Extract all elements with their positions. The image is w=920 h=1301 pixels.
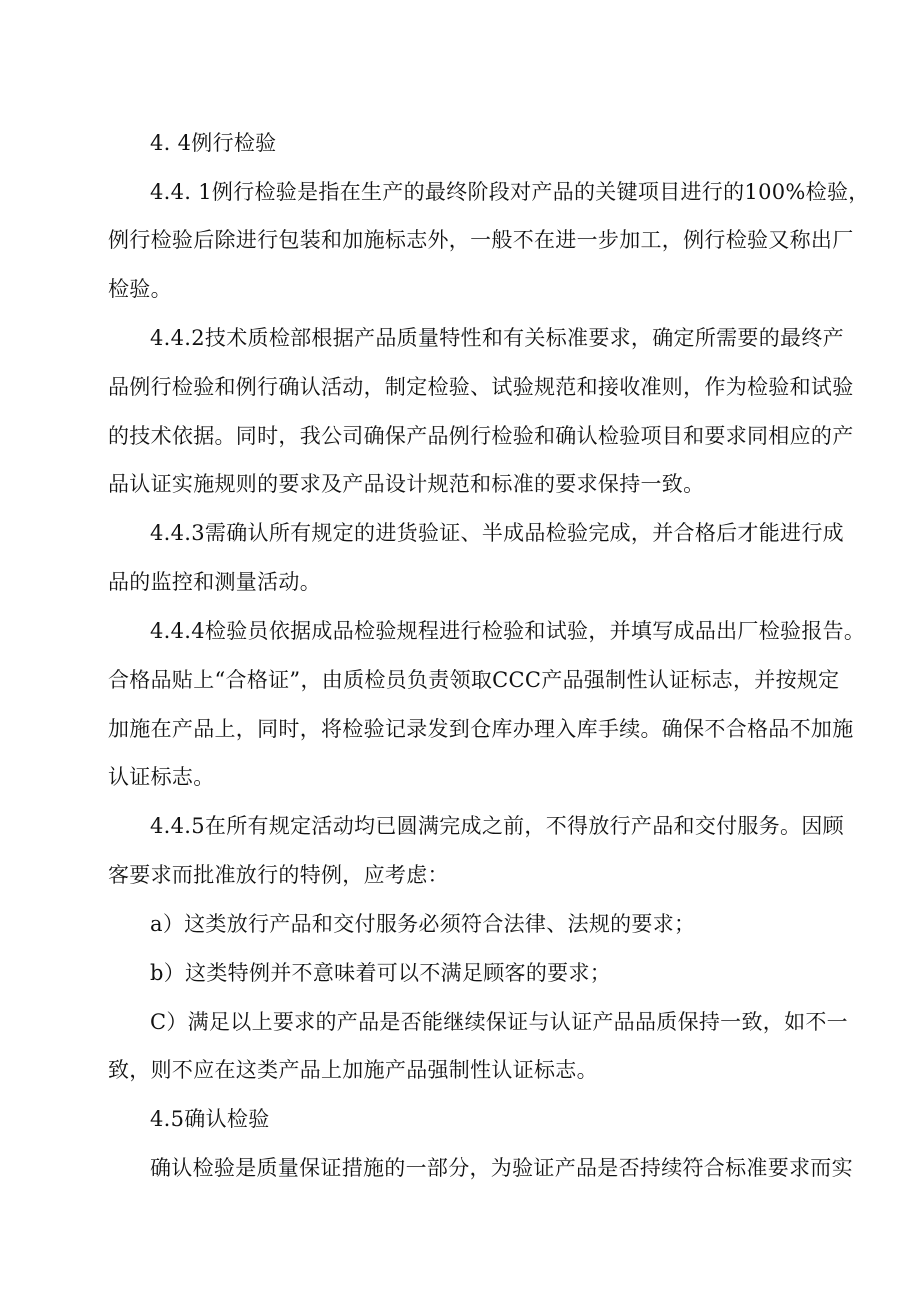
paragraph-line: 合格品贴上“合格证”，由质检员负责领取CCC产品强制性认证标志，并按规定 [108, 668, 840, 692]
section-heading-4-4: 4. 4例行检验 [150, 131, 277, 155]
paragraph-line: 品的监控和测量活动。 [108, 570, 321, 594]
paragraph-line: 确认检验是质量保证措施的一部分，为验证产品是否持续符合标准要求而实 [150, 1156, 853, 1180]
paragraph-line: 加施在产品上，同时，将检验记录发到仓库办理入库手续。确保不合格品不加施 [108, 717, 854, 741]
paragraph-line: 检验。 [108, 277, 172, 301]
list-item-b: b）这类特例并不意味着可以不满足顾客的要求； [150, 961, 612, 985]
paragraph-line: 致，则不应在这类产品上加施产品强制性认证标志。 [108, 1058, 598, 1082]
paragraph-line: 4.4.5在所有规定活动均已圆满完成之前，不得放行产品和交付服务。因顾 [150, 814, 844, 838]
paragraph-line: 认证标志。 [108, 765, 215, 789]
section-heading-4-5: 4.5确认检验 [150, 1107, 270, 1131]
list-item-c: C）满足以上要求的产品是否能继续保证与认证产品品质保持一致，如不一 [150, 1010, 848, 1034]
list-item-a: a）这类放行产品和交付服务必须符合法律、法规的要求； [150, 912, 696, 936]
paragraph-line: 品例行检验和例行确认活动，制定检验、试验规范和接收准则，作为检验和试验 [108, 375, 854, 399]
paragraph-line: 品认证实施规则的要求及产品设计规范和标准的要求保持一致。 [108, 472, 705, 496]
paragraph-line: 4.4.2技术质检部根据产品质量特性和有关标准要求，确定所需要的最终产 [150, 326, 844, 350]
paragraph-line: 客要求而批准放行的特例，应考虑： [108, 863, 449, 887]
paragraph-line: 4.4.4检验员依据成品检验规程进行检验和试验，并填写成品出厂检验报告。 [150, 619, 866, 643]
paragraph-line: 的技术依据。同时，我公司确保产品例行检验和确认检验项目和要求同相应的产 [108, 424, 854, 448]
paragraph-line: 4.4. 1例行检验是指在生产的最终阶段对产品的关键项目进行的100%检验， [150, 180, 870, 204]
paragraph-line: 例行检验后除进行包装和加施标志外，一般不在进一步加工，例行检验又称出厂 [108, 228, 854, 252]
paragraph-line: 4.4.3需确认所有规定的进货验证、半成品检验完成，并合格后才能进行成 [150, 521, 844, 545]
